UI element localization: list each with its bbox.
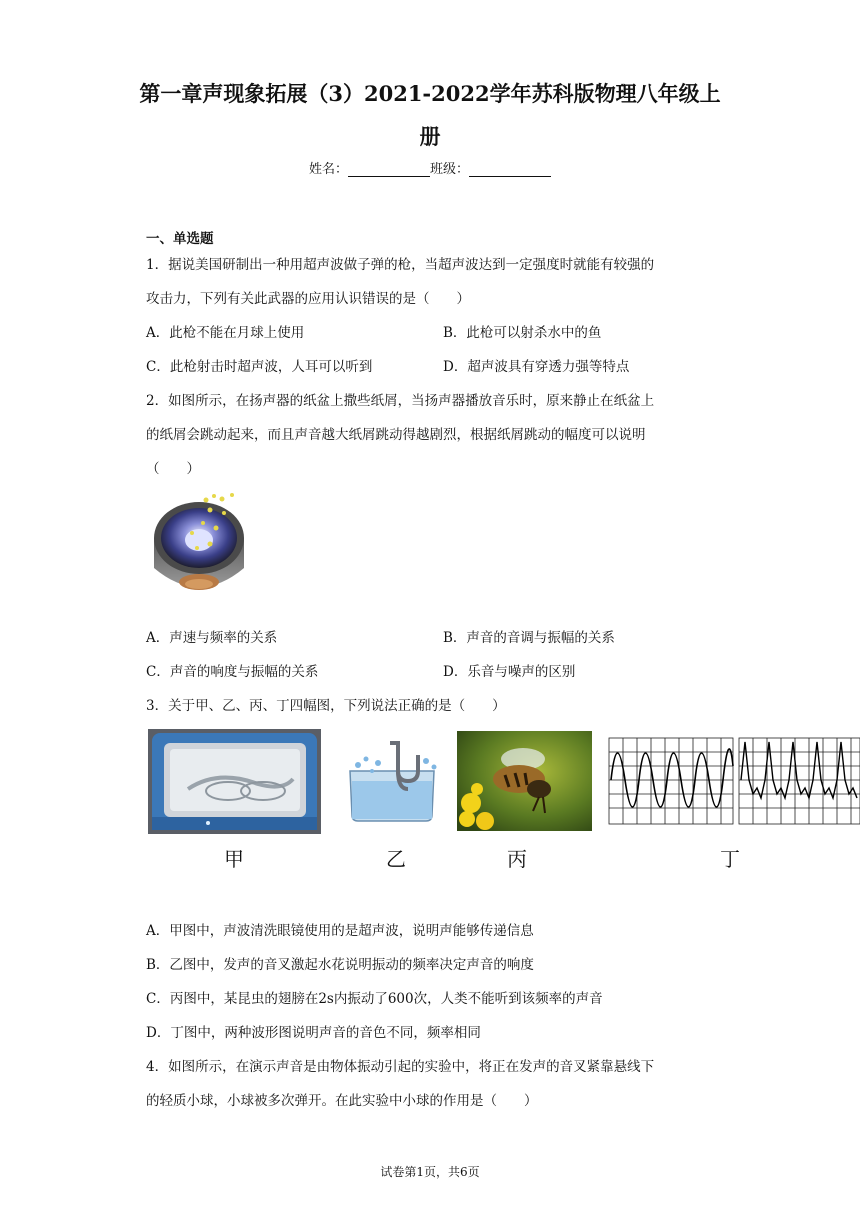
waveform-image <box>607 736 860 826</box>
name-blank[interactable] <box>348 162 430 177</box>
q2-line3: （ ） <box>146 461 200 477</box>
q2-option-c: C．声音的响度与振幅的关系 <box>146 664 319 680</box>
q1-option-a: A．此枪不能在月球上使用 <box>146 325 305 341</box>
name-label: 姓名： <box>308 162 348 177</box>
q3-option-b: B．乙图中，发声的音叉激起水花说明振动的频率决定声音的响度 <box>146 957 534 973</box>
figure-label-bing: 丙 <box>507 847 527 871</box>
page-title-line2: 册 <box>419 124 441 149</box>
q2-option-d: D．乐音与噪声的区别 <box>443 664 576 680</box>
class-blank[interactable] <box>469 162 551 177</box>
page-title-line1: 第一章声现象拓展（3）2021-2022学年苏科版物理八年级上 <box>139 81 721 106</box>
figure-label-jia: 甲 <box>224 847 244 871</box>
ultrasonic-cleaner-image <box>148 729 321 834</box>
q2-line1: 2．如图所示，在扬声器的纸盆上撒些纸屑，当扬声器播放音乐时，原来静止在纸盆上 <box>146 393 655 409</box>
class-label: 班级： <box>430 162 470 177</box>
q2-option-b: B．声音的音调与振幅的关系 <box>443 630 615 646</box>
student-info-bar <box>0 158 860 177</box>
q1-option-b: B．此枪可以射杀水中的鱼 <box>443 325 602 341</box>
q4-line2: 的轻质小球，小球被多次弹开。在此实验中小球的作用是（ ） <box>146 1093 538 1109</box>
figure-label-ding: 丁 <box>720 847 740 871</box>
figure-label-yi: 乙 <box>386 847 406 871</box>
q1-option-c: C．此枪射击时超声波，人耳可以听到 <box>146 359 373 375</box>
q2-option-a: A．声速与频率的关系 <box>146 630 278 646</box>
q1-line1: 1．据说美国研制出一种用超声波做子弹的枪，当超声波达到一定强度时就能有较强的 <box>146 257 655 273</box>
q3-option-c: C．丙图中，某昆虫的翅膀在2s内振动了600次，人类不能听到该频率的声音 <box>146 991 603 1007</box>
page-footer: 试卷第1页，共6页 <box>380 1165 480 1179</box>
tuning-fork-water-image <box>338 741 448 823</box>
q1-line2: 攻击力，下列有关此武器的应用认识错误的是（ ） <box>146 291 470 307</box>
q1-option-d: D．超声波具有穿透力强等特点 <box>443 359 630 375</box>
q4-line1: 4．如图所示，在演示声音是由物体振动引起的实验中，将正在发声的音叉紧靠悬线下 <box>146 1059 655 1075</box>
speaker-image <box>148 488 250 606</box>
bee-image <box>457 731 592 831</box>
q3-line1: 3．关于甲、乙、丙、丁四幅图，下列说法正确的是（ ） <box>146 698 506 714</box>
section-heading: 一、单选题 <box>146 231 214 247</box>
q3-option-d: D．丁图中，两种波形图说明声音的音色不同，频率相同 <box>146 1025 481 1041</box>
q2-line2: 的纸屑会跳动起来，而且声音越大纸屑跳动得越剧烈，根据纸屑跳动的幅度可以说明 <box>146 427 646 443</box>
q3-option-a: A．甲图中，声波清洗眼镜使用的是超声波，说明声能够传递信息 <box>146 923 534 939</box>
